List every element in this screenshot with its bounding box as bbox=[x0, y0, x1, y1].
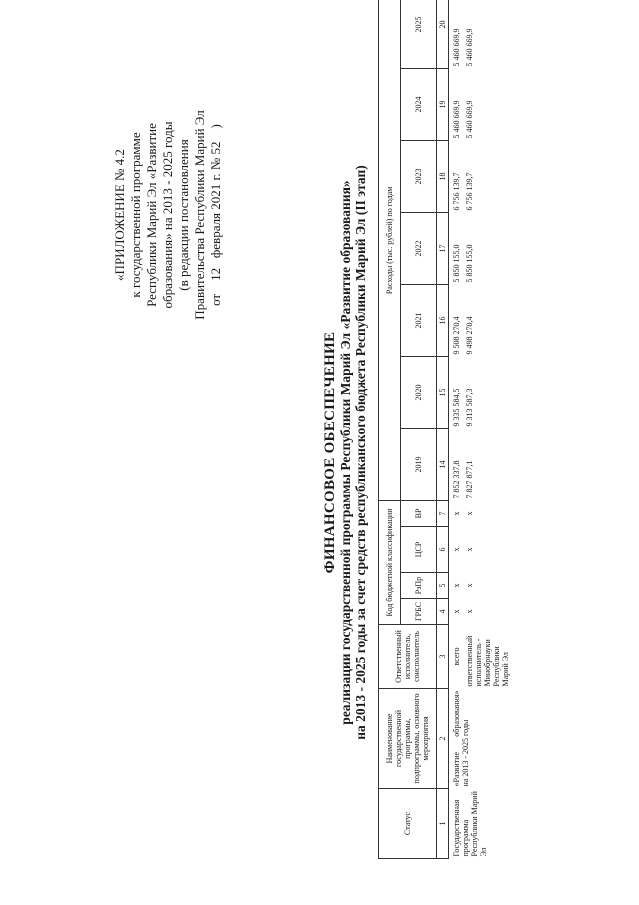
appendix-line-6: Правительства Республики Марий Эл bbox=[192, 110, 207, 320]
header-grbs: ГРБС bbox=[401, 599, 437, 625]
program-name-rest: на 2013 - 2025 годы bbox=[461, 719, 470, 787]
appendix-date-line bbox=[208, 110, 224, 320]
document-subtitle-1: реализации государственной программы Республики Марий Эл «Развитие образования» bbox=[338, 180, 353, 725]
appendix-line-1: «ПРИЛОЖЕНИЕ № 4.2 bbox=[112, 149, 127, 281]
column-number: 5 bbox=[437, 573, 449, 599]
cell-value: 5 850 155,0 bbox=[452, 244, 461, 283]
cell-value: 5 460 669,9 bbox=[452, 100, 461, 139]
header-csr: ЦСР bbox=[401, 527, 437, 573]
column-number: 3 bbox=[437, 625, 449, 689]
appendix-line-4: образования» на 2013 - 2025 годы bbox=[160, 121, 175, 309]
column-number: 17 bbox=[437, 212, 449, 284]
date-number: 52 bbox=[208, 141, 223, 155]
column-number: 14 bbox=[437, 428, 449, 500]
column-number: 19 bbox=[437, 68, 449, 140]
cell-value: 5 460 669,9 bbox=[452, 28, 461, 67]
program-name bbox=[449, 689, 512, 789]
column-number: 16 bbox=[437, 284, 449, 356]
header-expenses: Расходы (тыс. рублей) по годам bbox=[379, 0, 401, 500]
appendix-line-3: Республики Марий Эл «Развитие bbox=[144, 123, 159, 307]
header-year: 2023 bbox=[401, 140, 437, 212]
cell-rzpr: х bbox=[465, 583, 474, 588]
cell-value: 5 460 669,9 bbox=[465, 28, 474, 67]
program-name-left: «Развитие bbox=[452, 751, 461, 787]
header-executor: Ответственный исполнитель, соисполнитель bbox=[379, 625, 437, 689]
program-status: Государственная программа Республики Марий Эл bbox=[452, 791, 488, 857]
header-status: Статус bbox=[379, 789, 437, 859]
date-rest: февраля 2021 г. № bbox=[208, 157, 223, 259]
cell-grbs: х bbox=[452, 609, 461, 614]
cell-rzpr: х bbox=[452, 583, 461, 588]
document-subtitle-2: на 2013 - 2025 годы за счет средств республиканского бюджета Республики Марий Эл (II этап) bbox=[353, 165, 368, 740]
cell-value: 9 313 587,3 bbox=[465, 388, 474, 427]
header-vr: ВР bbox=[401, 500, 437, 526]
header-year: 2024 bbox=[401, 68, 437, 140]
column-number: 20 bbox=[437, 0, 449, 68]
cell-value: 5 460 669,9 bbox=[465, 100, 474, 139]
header-year: 2022 bbox=[401, 212, 437, 284]
appendix-line-5: (в редакции постановления bbox=[176, 139, 191, 291]
cell-value: 5 850 155,0 bbox=[465, 244, 474, 283]
header-budget-code: Код бюджетной классификации bbox=[379, 500, 401, 624]
cell-value: 9 335 584,5 bbox=[452, 388, 461, 427]
cell-value: 6 756 139,7 bbox=[465, 172, 474, 211]
document-title: ФИНАНСОВОЕ ОБЕСПЕЧЕНИЕ bbox=[322, 331, 338, 574]
cell-csr: х bbox=[452, 547, 461, 552]
cell-csr: х bbox=[465, 547, 474, 552]
column-number: 6 bbox=[437, 527, 449, 573]
financing-table bbox=[378, 0, 511, 859]
row-executor: всего bbox=[452, 647, 461, 666]
date-close: ) bbox=[208, 124, 223, 129]
column-number: 18 bbox=[437, 140, 449, 212]
program-name-right: образования» bbox=[452, 690, 461, 737]
date-prefix: от bbox=[208, 293, 223, 306]
column-number: 1 bbox=[437, 789, 449, 859]
cell-vr: х bbox=[452, 511, 461, 516]
appendix-line-2: к государственной программе bbox=[128, 132, 143, 298]
table-row bbox=[449, 0, 463, 859]
header-year: 2020 bbox=[401, 356, 437, 428]
cell-value: 9 508 270,4 bbox=[452, 316, 461, 355]
header-year: 2021 bbox=[401, 284, 437, 356]
column-number: 7 bbox=[437, 500, 449, 526]
cell-value: 7 852 337,8 bbox=[452, 460, 461, 499]
appendix-block bbox=[112, 110, 224, 320]
row-executor: ответственный исполнитель - Минобрнауки Республики Марий Эл bbox=[465, 635, 510, 687]
column-number: 4 bbox=[437, 599, 449, 625]
header-year: 2025 bbox=[401, 0, 437, 68]
cell-value: 6 756 139,7 bbox=[452, 172, 461, 211]
header-rzpr: РзПр bbox=[401, 573, 437, 599]
column-number: 2 bbox=[437, 689, 449, 789]
column-number: 15 bbox=[437, 356, 449, 428]
header-name: Наименование государственной программы, подпрограммы, основного мероприятия bbox=[379, 689, 437, 789]
cell-value: 7 827 877,1 bbox=[465, 460, 474, 499]
cell-grbs: х bbox=[465, 609, 474, 614]
cell-value: 9 498 270,4 bbox=[465, 316, 474, 355]
cell-vr: х bbox=[465, 511, 474, 516]
date-day: 12 bbox=[208, 267, 223, 281]
header-year: 2019 bbox=[401, 428, 437, 500]
